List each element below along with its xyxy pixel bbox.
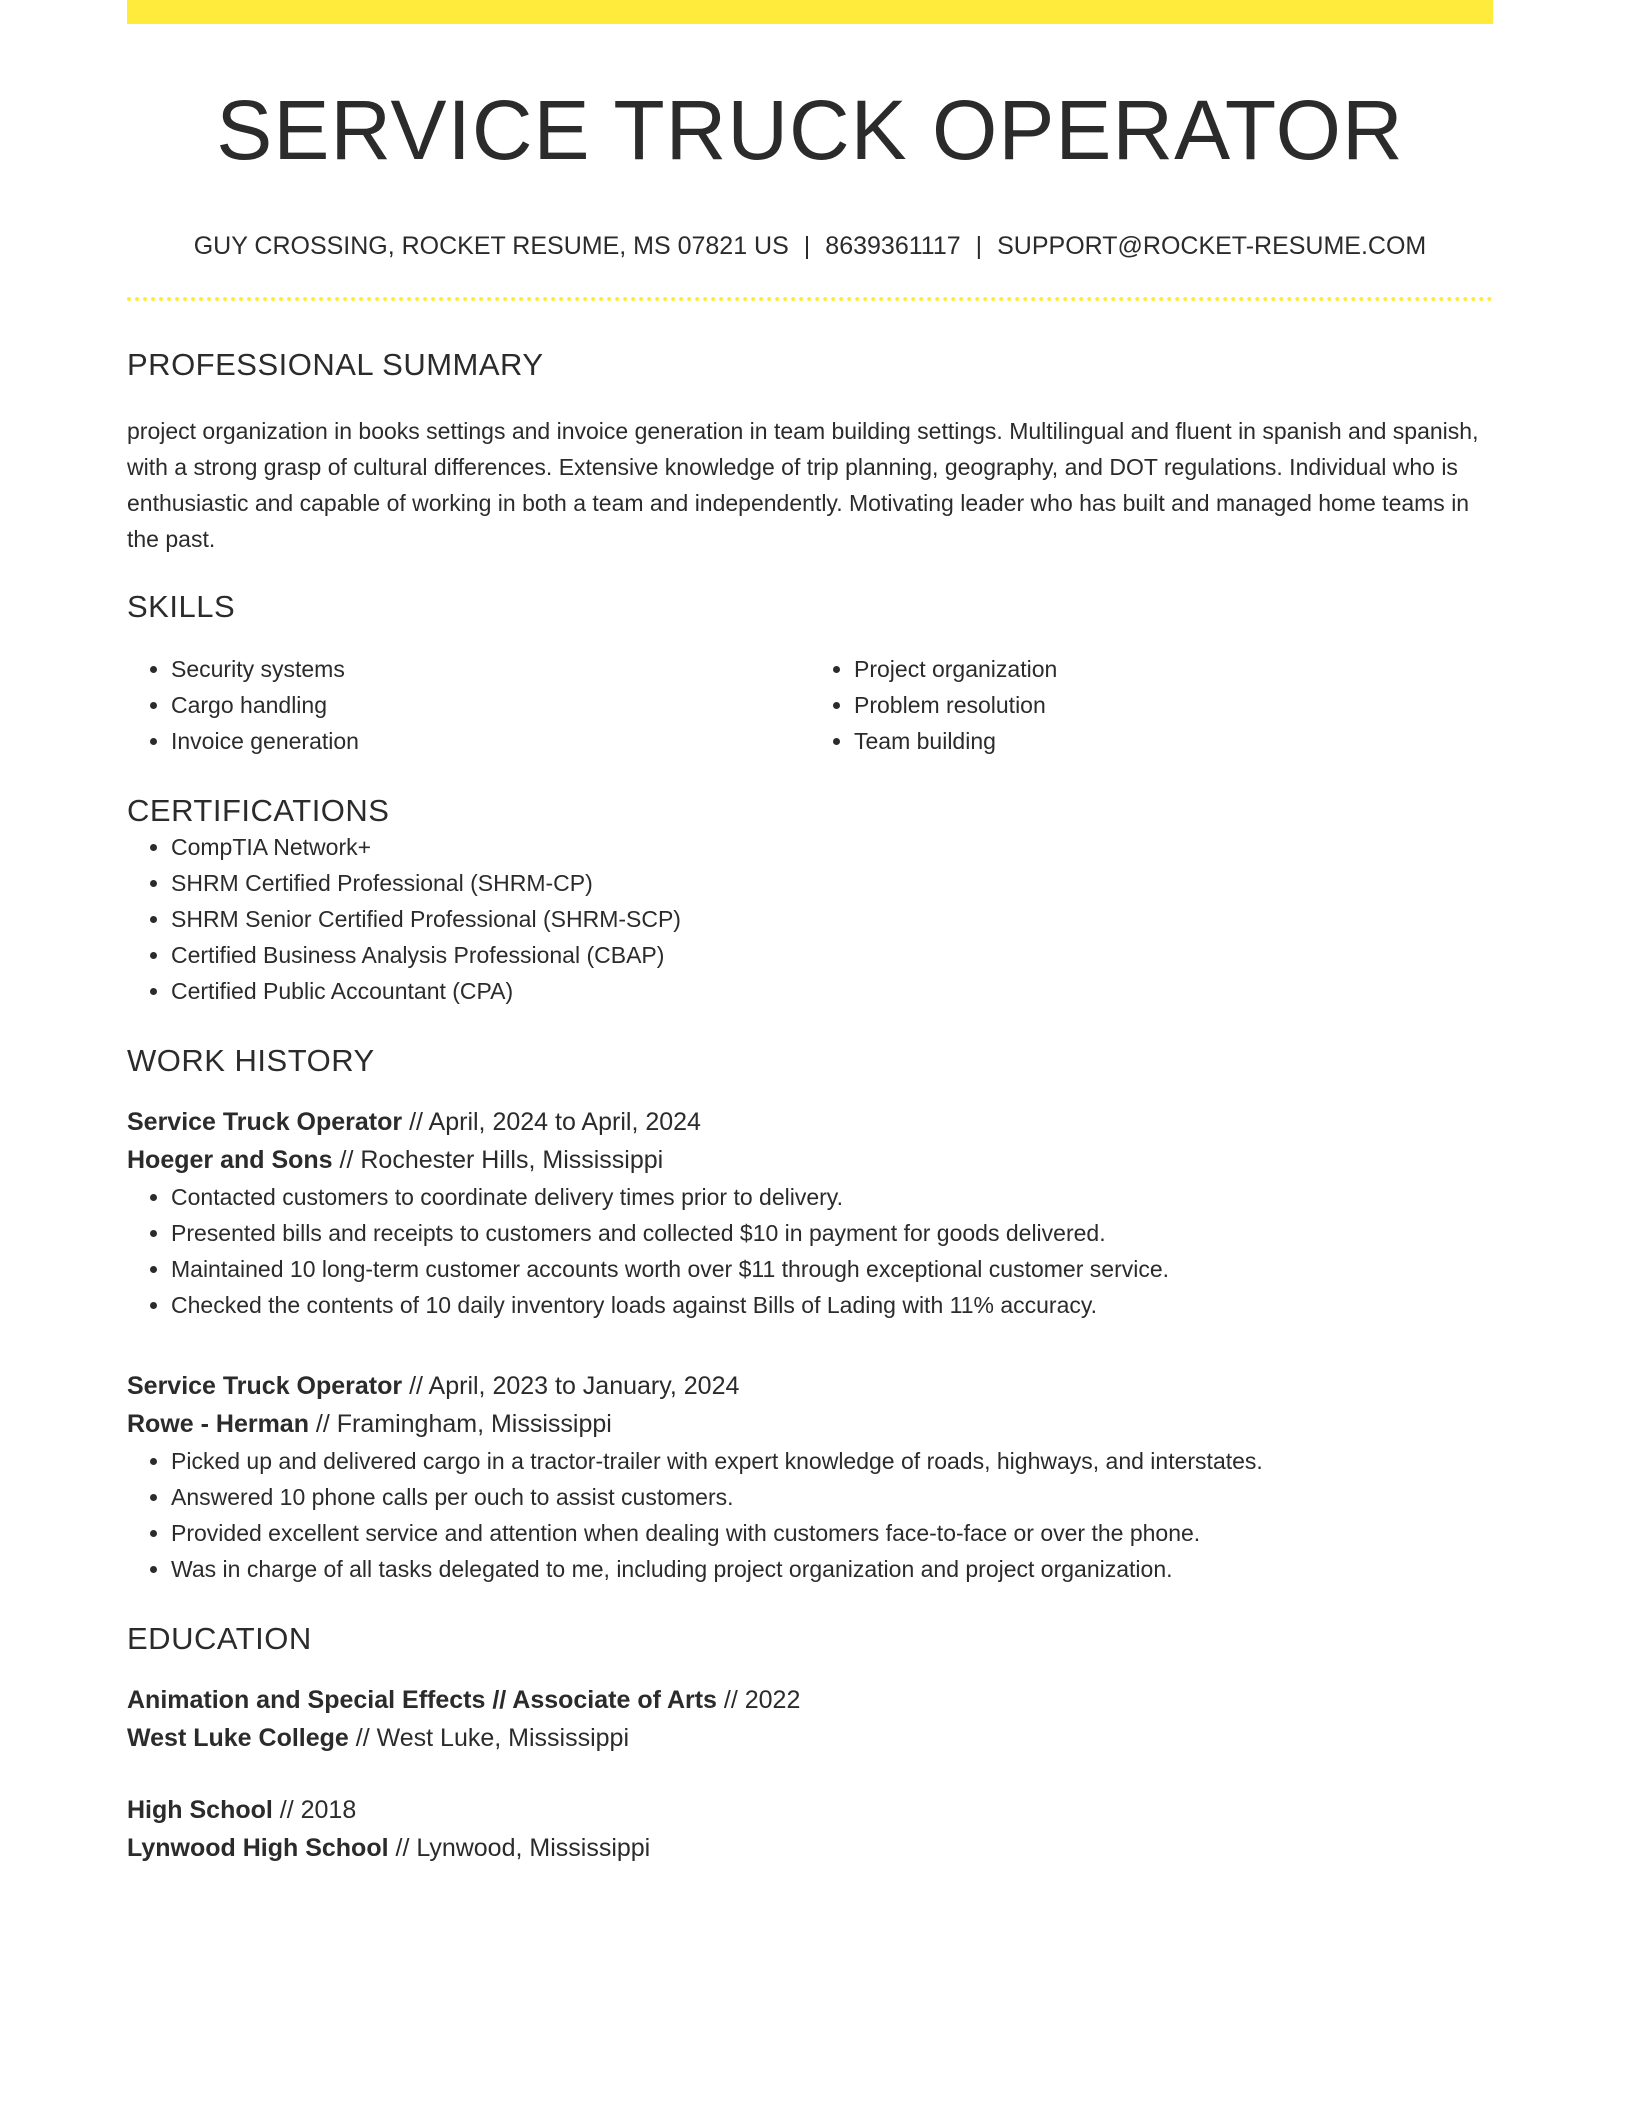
job-bullet: • Answered 10 phone calls per ouch to assist customers. [171, 1479, 1493, 1515]
skills-heading: SKILLS [127, 589, 236, 625]
job-company: Hoeger and Sons [127, 1146, 333, 1175]
job-bullet: • Maintained 10 long-term customer accounts worth over $11 through exceptional customer service. [171, 1251, 1493, 1287]
job-bullet-list [127, 1179, 1493, 1323]
job-bullet: • Presented bills and receipts to customers and collected $10 in payment for goods delivered. [171, 1215, 1493, 1251]
dotted-divider [127, 297, 1493, 301]
job-bullet: • Was in charge of all tasks delegated to me, including project organization and project organization. [171, 1551, 1493, 1587]
job-company-line [127, 1405, 1493, 1443]
skill-item: • Security systems [171, 651, 810, 687]
education-entry [127, 1681, 1493, 1757]
education-school: West Luke College [127, 1724, 349, 1753]
accent-top-bar [127, 0, 1493, 24]
contact-phone: 8639361117 [825, 232, 961, 261]
job-bullet-list [127, 1443, 1493, 1587]
job-header [127, 1367, 1493, 1443]
candidate-title: SERVICE TRUCK OPERATOR [216, 83, 1404, 177]
contact-address: GUY CROSSING, ROCKET RESUME, MS 07821 US [193, 232, 789, 261]
work-history-heading: WORK HISTORY [127, 1043, 375, 1079]
contact-separator: | [975, 232, 983, 261]
education-degree: Animation and Special Effects // Associate of Arts [127, 1686, 717, 1715]
job-header [127, 1103, 1493, 1179]
skills-right-list [810, 651, 1493, 759]
resume-page [127, 0, 1493, 1867]
skills-left-list [127, 651, 810, 759]
certification-item: • Certified Business Analysis Professional (CBAP) [171, 937, 1493, 973]
job-role-line [127, 1367, 1493, 1405]
summary-text: project organization in books settings and invoice generation in team building settings. Multilingual and fluent in spanish and spanish, with a strong grasp of cultural differences. Extensive knowledge of trip planning, geography, and DOT regulations. Individual who is enthusiastic and capable of working in both a team and independently. Motivating leader who has built and managed home teams in the past. [127, 418, 1479, 553]
job-dates: // April, 2023 to January, 2024 [402, 1372, 740, 1401]
education-school-line [127, 1719, 1493, 1757]
job-role: Service Truck Operator [127, 1372, 403, 1401]
education-degree-line [127, 1681, 1493, 1719]
summary-heading: PROFESSIONAL SUMMARY [127, 347, 544, 383]
education-school-line [127, 1829, 1493, 1867]
skill-item: • Project organization [854, 651, 1493, 687]
skill-item: • Invoice generation [171, 723, 810, 759]
contact-email[interactable]: SUPPORT@ROCKET-RESUME.COM [997, 232, 1427, 261]
certification-item: • SHRM Certified Professional (SHRM-CP) [171, 865, 1493, 901]
contact-line [127, 232, 1493, 261]
skill-item: • Team building [854, 723, 1493, 759]
certification-item: • CompTIA Network+ [171, 829, 1493, 865]
education-heading: EDUCATION [127, 1621, 312, 1657]
skill-item: • Cargo handling [171, 687, 810, 723]
education-location: // Lynwood, Mississippi [388, 1834, 651, 1863]
job-bullet: • Contacted customers to coordinate delivery times prior to delivery. [171, 1179, 1493, 1215]
job-bullet: • Checked the contents of 10 daily inventory loads against Bills of Lading with 11% accuracy. [171, 1287, 1493, 1323]
job-role-line [127, 1103, 1493, 1141]
certifications-heading: CERTIFICATIONS [127, 793, 390, 829]
job-bullet: • Provided excellent service and attention when dealing with customers face-to-face or over the phone. [171, 1515, 1493, 1551]
skill-item: • Problem resolution [854, 687, 1493, 723]
education-school: Lynwood High School [127, 1834, 389, 1863]
education-degree-line [127, 1791, 1493, 1829]
job-location: // Rochester Hills, Mississippi [332, 1146, 664, 1175]
job-location: // Framingham, Mississippi [308, 1410, 612, 1439]
skills-columns [127, 651, 1493, 759]
job-role: Service Truck Operator [127, 1108, 403, 1137]
education-year: // 2018 [272, 1796, 357, 1825]
contact-separator: | [803, 232, 811, 261]
education-degree: High School [127, 1796, 273, 1825]
certifications-list [127, 829, 1493, 1009]
certification-item: • Certified Public Accountant (CPA) [171, 973, 1493, 1009]
certification-item: • SHRM Senior Certified Professional (SHRM-SCP) [171, 901, 1493, 937]
job-company-line [127, 1141, 1493, 1179]
education-location: // West Luke, Mississippi [348, 1724, 630, 1753]
job-bullet: • Picked up and delivered cargo in a tractor-trailer with expert knowledge of roads, highways, and interstates. [171, 1443, 1493, 1479]
education-entry [127, 1791, 1493, 1867]
education-year: // 2022 [716, 1686, 801, 1715]
job-company: Rowe - Herman [127, 1410, 309, 1439]
job-dates: // April, 2024 to April, 2024 [402, 1108, 701, 1137]
